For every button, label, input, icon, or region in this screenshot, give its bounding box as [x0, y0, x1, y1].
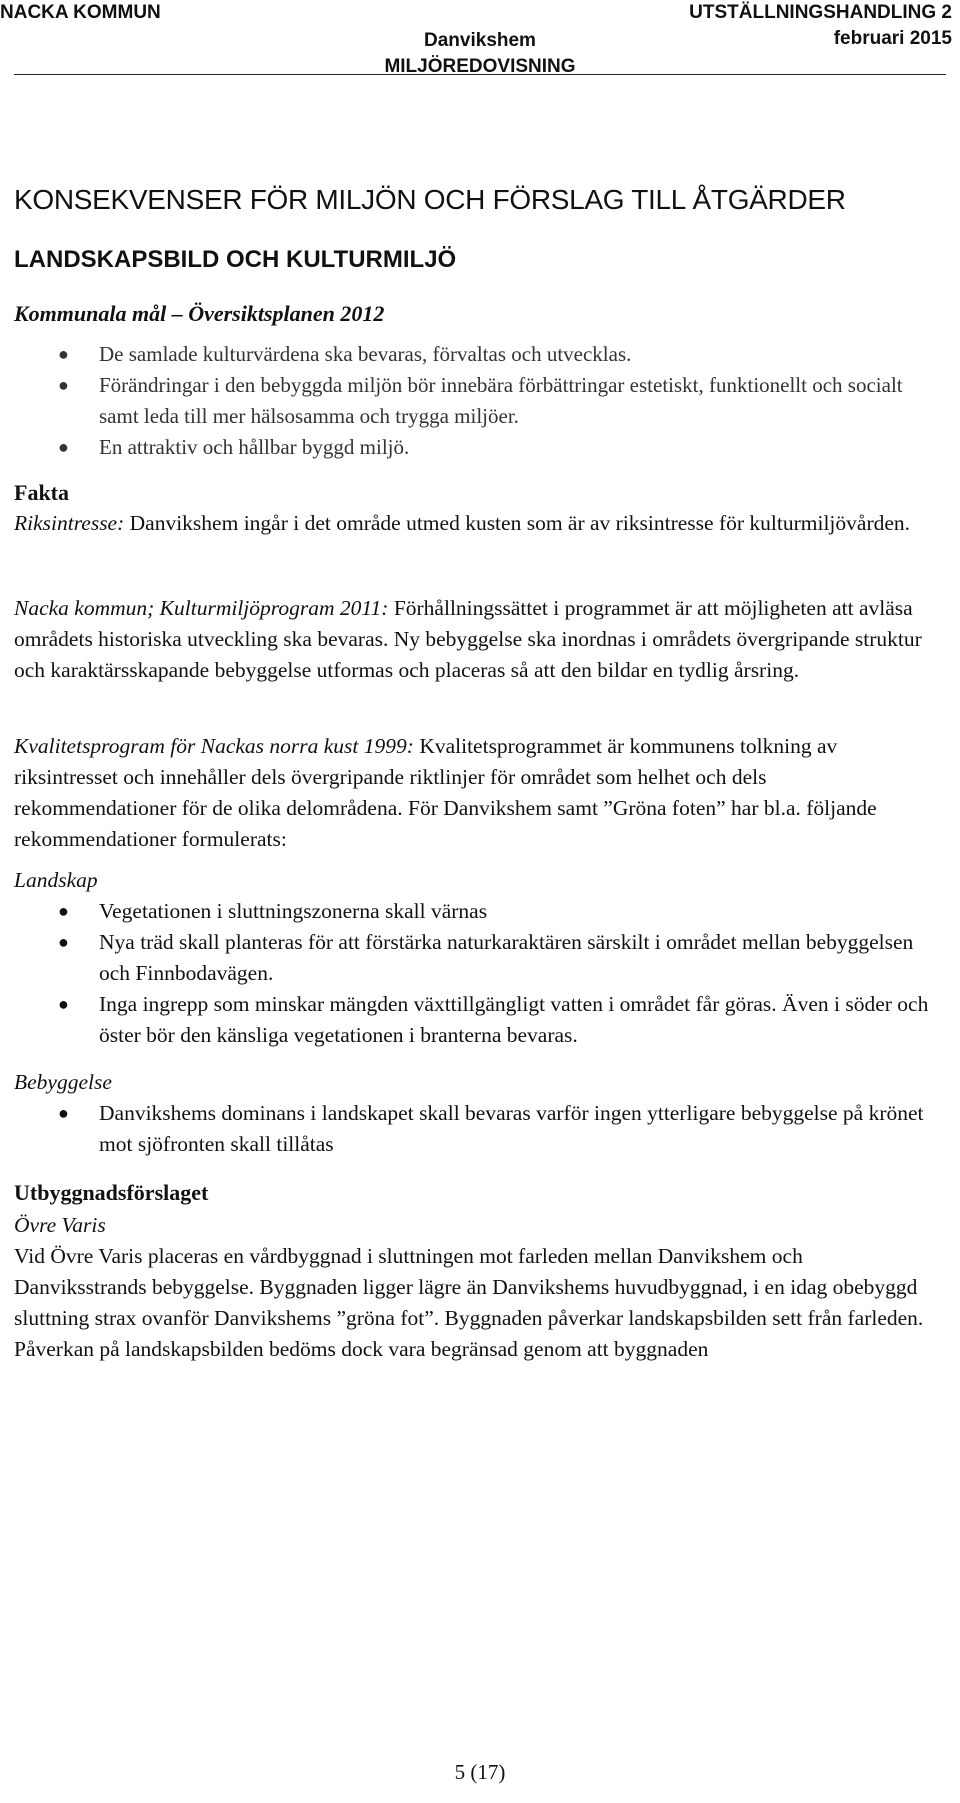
- utbyggnad-heading: Utbyggnadsförslaget: [14, 1180, 209, 1205]
- bebyggelse-heading: Bebyggelse: [14, 1070, 112, 1094]
- bullet-icon: ●: [58, 437, 69, 457]
- header-doc-type: MILJÖREDOVISNING: [384, 56, 576, 77]
- list-item: ● Vegetationen i sluttningszonerna skall värnas: [14, 896, 934, 927]
- landskap-heading: Landskap: [14, 868, 98, 892]
- list-item: ● Inga ingrepp som minskar mängden växttillgängligt vatten i området får göras. Även i söder och öster bör den känsliga vegetationen i branterna bevaras.: [14, 989, 934, 1051]
- goals-heading: Kommunala mål – Översiktsplanen 2012: [14, 301, 385, 326]
- bullet-icon: ●: [58, 1103, 69, 1123]
- fakta-heading: Fakta: [14, 480, 69, 505]
- utbyggnad-subheading: Övre Varis: [14, 1213, 106, 1237]
- landskap-list: [14, 896, 934, 1051]
- bullet-icon: ●: [58, 932, 69, 952]
- fakta-riksintresse: Riksintresse: Danvikshem ingår i det område utmed kusten som är av riksintresse för kulturmiljövården.: [14, 511, 911, 535]
- header-center: [0, 28, 960, 80]
- header-doc-title: UTSTÄLLNINGSHANDLING 2: [689, 2, 952, 23]
- bullet-icon: ●: [58, 901, 69, 921]
- bebyggelse-list: [14, 1098, 934, 1160]
- bullet-icon: ●: [58, 375, 69, 395]
- list-item: ● Danvikshems dominans i landskapet skall bevaras varför ingen ytterligare bebyggelse på krönet mot sjöfronten skall tillåtas: [14, 1098, 934, 1160]
- subsection-title: LANDSKAPSBILD OCH KULTURMILJÖ: [14, 246, 457, 273]
- page-number: 5 (17): [454, 1760, 506, 1784]
- list-item: ● En attraktiv och hållbar byggd miljö.: [14, 432, 934, 463]
- page-header: [0, 0, 960, 76]
- list-item: ● Förändringar i den bebyggda miljön bör innebära förbättringar estetiskt, funktionellt och socialt samt leda till mer hälsosamma och trygga miljöer.: [14, 370, 934, 432]
- fakta-label: Riksintresse:: [14, 511, 125, 535]
- list-item: ● De samlade kulturvärdena ska bevaras, förvaltas och utvecklas.: [14, 339, 934, 370]
- fakta-kulturmiljoprogram: Nacka kommun; Kulturmiljöprogram 2011: Förhållningssättet i programmet är att möjligheten att avläsa områdets historiska utveckling ska bevaras. Ny bebyggelse ska inordnas i områdets övergripande struktur och karaktärsskapande bebyggelse utformas och placeras så att den bildar en tydlig årsring.: [14, 596, 922, 682]
- fakta-kvalitetsprogram: Kvalitetsprogram för Nackas norra kust 1999: Kvalitetsprogrammet är kommunens tolkning av riksintresset och innehåller dels övergripande riktlinjer för området som helhet och dels rekommendationer för de olika delområdena. För Danvikshem samt ”Gröna foten” har bl.a. följande rekommendationer formulerats:: [14, 734, 877, 851]
- list-item: ● Nya träd skall planteras för att förstärka naturkaraktären särskilt i området mellan bebyggelsen och Finnbodavägen.: [14, 927, 934, 989]
- header-area: Danvikshem: [424, 30, 536, 51]
- bullet-icon: ●: [58, 994, 69, 1014]
- section-title: KONSEKVENSER FÖR MILJÖN OCH FÖRSLAG TILL ÅTGÄRDER: [14, 184, 846, 215]
- utbyggnad-text: Vid Övre Varis placeras en vårdbyggnad i sluttningen mot farleden mellan Danvikshem och Danviksstrands bebyggelse. Byggnaden ligger lägre än Danvikshems huvudbyggnad, i en idag obebyggd sluttning strax ovanför Danvikshems ”gröna fot”. Byggnaden påverkar landskapsbilden sett från farleden. Påverkan på landskapsbilden bedöms dock vara begränsad genom att byggnaden: [14, 1244, 924, 1361]
- bullet-icon: ●: [58, 344, 69, 364]
- fakta-label: Kvalitetsprogram för Nackas norra kust 1999:: [14, 734, 414, 758]
- header-org: NACKA KOMMUN: [0, 2, 161, 23]
- goals-list: [14, 339, 934, 463]
- header-divider: [14, 74, 946, 75]
- header-date: februari 2015: [833, 28, 952, 49]
- fakta-label: Nacka kommun; Kulturmiljöprogram 2011:: [14, 596, 389, 620]
